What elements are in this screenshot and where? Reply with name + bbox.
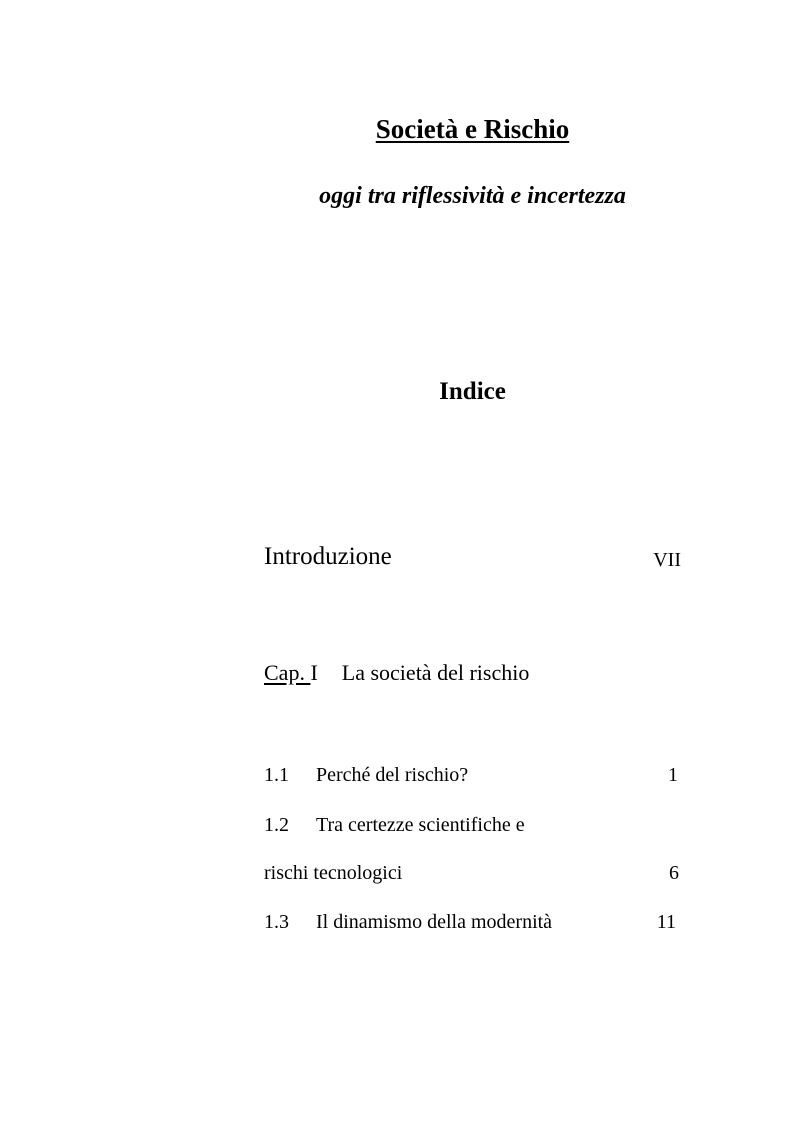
toc-entry-number: 1.2	[264, 814, 289, 836]
toc-entry	[264, 911, 552, 934]
toc-entry-number: 1.1	[264, 764, 289, 786]
toc-introduction-page: VII	[653, 549, 681, 571]
toc-entry	[264, 814, 525, 837]
toc-introduction-label: Introduzione	[264, 543, 392, 570]
chapter-numeral: I	[310, 660, 318, 685]
document-title: Società e Rischio	[375, 114, 570, 144]
document-subtitle: oggi tra riflessività e incertezza	[319, 183, 626, 209]
chapter-title: La società del rischio	[341, 660, 530, 685]
toc-entry-number: 1.3	[264, 911, 289, 933]
toc-entry-continuation: rischi tecnologici	[264, 862, 403, 884]
toc-entry-page: 6	[669, 862, 679, 884]
toc-entry-title: Perché del rischio?	[316, 764, 469, 786]
toc-chapter-heading	[264, 660, 529, 686]
toc-entry-page: 11	[656, 911, 676, 933]
toc-entry	[264, 764, 468, 787]
toc-entry-title: Il dinamismo della modernità	[316, 911, 553, 933]
toc-entry-page: 1	[668, 764, 678, 786]
index-heading: Indice	[439, 378, 506, 405]
toc-entry-title: Tra certezze scientifiche e	[316, 814, 525, 836]
chapter-cap-label: Cap.	[264, 660, 311, 685]
